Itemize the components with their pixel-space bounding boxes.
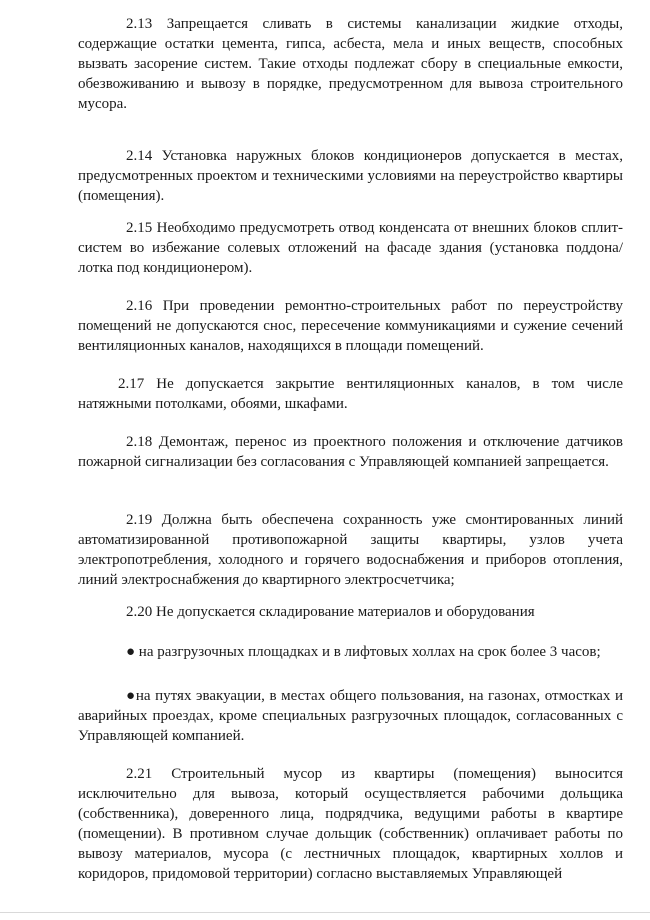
paragraph-2-15: 2.15 Необходимо предусмотреть отвод конденсата от внешних блоков сплит-систем во избежание солевых отложений на фасаде здания (установка поддона/ лотка под кондиционером).: [78, 220, 623, 276]
paragraph-2-21: 2.21 Строительный мусор из квартиры (помещения) выносится исключительно для вывоза, который осуществляется рабочими дольщика (собственника), доверенного лица, подрядчика, ведущими работы в квартире (помещении). В противном случае дольщик (собственник) оплачивает работы по вывозу материалов, мусора (с лестничных площадок, квартирных холлов и коридоров, придомовой территории) согласно выставляемых Управляющей: [78, 766, 623, 882]
bullet-item-2: ●на путях эвакуации, в местах общего пользования, на газонах, отмостках и аварийных проездах, кроме специальных разгрузочных площадок, согласованных с Управляющей компанией.: [78, 688, 623, 744]
paragraph-2-17: 2.17 Не допускается закрытие вентиляционных каналов, в том числе натяжными потолками, обоями, шкафами.: [78, 376, 623, 412]
paragraph-2-18: 2.18 Демонтаж, перенос из проектного положения и отключение датчиков пожарной сигнализации без согласования с Управляющей компанией запрещается.: [78, 434, 623, 470]
page-bottom-divider: [0, 912, 650, 913]
paragraph-2-19: 2.19 Должна быть обеспечена сохранность уже смонтированных линий автоматизированной противопожарной защиты квартиры, узлов учета электропотребления, холодного и горячего водоснабжения и приборов отопления, линий электроснабжения до квартирного электросчетчика;: [78, 512, 623, 588]
paragraph-2-13: 2.13 Запрещается сливать в системы канализации жидкие отходы, содержащие остатки цемента, гипса, асбеста, мела и иных веществ, способных вызвать засорение систем. Такие отходы подлежат сбору в специальные емкости, обезвоживанию и вывозу в порядке, предусмотренном для вывоза строительного мусора.: [78, 16, 623, 112]
paragraph-2-20: 2.20 Не допускается складирование материалов и оборудования: [126, 604, 535, 620]
paragraph-2-16: 2.16 При проведении ремонтно-строительных работ по переустройству помещений не допускаются снос, пересечение коммуникациями и сужение сечений вентиляционных каналов, находящихся в площади помещений.: [78, 298, 623, 354]
bullet-item-1: ● на разгрузочных площадках и в лифтовых холлах на срок более 3 часов;: [126, 644, 601, 660]
paragraph-2-14: 2.14 Установка наружных блоков кондиционеров допускается в местах, предусмотренных проектом и техническими условиями на переустройство квартиры (помещения).: [78, 148, 623, 204]
